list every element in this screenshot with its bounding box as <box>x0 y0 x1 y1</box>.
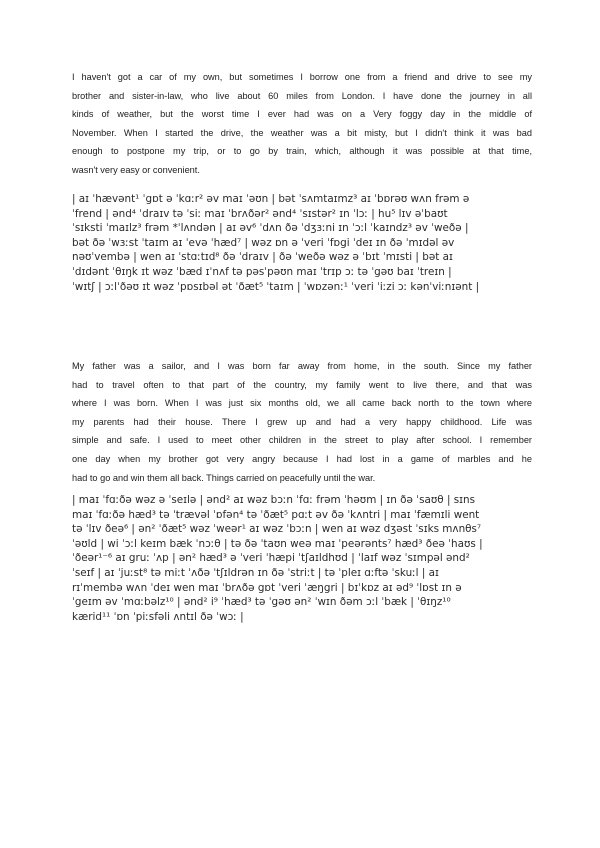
phonetic-line: | aɪ ˈhævənt¹ ˈgɒt ə ˈkɑːr² əv maɪ ˈəʊn | bət ˈsʌmtaɪmz³ aɪ ˈbɒrəʊ wʌn frəm ə <box>72 193 470 205</box>
text-line: brother and sister-in-law, who live about 60 miles from London. I have done the journey in all <box>72 90 532 101</box>
phonetic-line: | maɪ ˈfɑːðə wəz ə ˈseɪlə | ənd² aɪ wəz bɔːn ˈfɑː frəm ˈhəʊm | ɪn ðə ˈsaʊθ | sɪns <box>72 494 476 506</box>
paragraph-journey-text <box>72 68 532 180</box>
phonetic-line: nəʊˈvembə | wen aɪ ˈstɑːtɪd⁸ ðə ˈdraɪv | ðə ˈweðə wəz ə ˈbɪt ˈmɪsti | bət aɪ <box>72 251 453 264</box>
phonetic-line: rɪˈmembə wʌn ˈdeɪ wen maɪ ˈbrʌðə gɒt ˈveri ˈæŋgri | bɪˈkɒz aɪ əd⁹ ˈlɒst ɪn ə <box>72 581 462 594</box>
text-line: November. When I started the drive, the weather was a bit misty, but I didn't think it was bad <box>72 127 532 138</box>
text-line: simple and safe. I used to meet other children in the street to play after school. I remember <box>72 435 532 446</box>
text-line: I haven't got a car of my own, but sometimes I borrow one from a friend and drive to see my <box>72 72 532 82</box>
text-line: had to travel often to that part of the country, my family went to live there, and that was <box>72 379 532 390</box>
phonetic-line: ˈfrend | ənd⁴ ˈdraɪv tə ˈsiː maɪ ˈbrʌðər² ənd⁴ ˈsɪstər² ɪn ˈlɔː | hu⁵ lɪv əˈbaʊt <box>72 207 448 220</box>
text-line: my parents had their house. There I grew up and had a very happy childhood. Life was <box>72 416 532 427</box>
phonetic-line: ˈsɪksti ˈmaɪlz³ frəm *ˈlʌndən | aɪ əv⁶ ˈdʌn ðə ˈdʒɜːni ɪn ˈɔːl ˈkaɪndz³ əv ˈweðə | <box>72 222 469 235</box>
text-line: wasn't very easy or convenient. <box>72 164 200 175</box>
text-line: one day when my brother got very angry because I had lost in a game of marbles and he <box>72 453 532 464</box>
phonetic-transcription-childhood <box>72 493 534 624</box>
phonetic-line: kærid¹¹ ˈɒn ˈpiːsfəli ʌntɪl ðə ˈwɔː | <box>72 610 244 623</box>
phonetic-line: ˈəʊld | wi ˈɔːl keɪm bæk ˈnɔːθ | tə ðə ˈtaʊn weə maɪ ˈpeərənts⁷ hæd³ ðeə ˈhaʊs | <box>72 537 483 550</box>
phonetic-line: ˈðeər¹⁻⁶ aɪ gruː ˈʌp | ən² hæd³ ə ˈveri ˈhæpi ˈtʃaɪldhʊd | ˈlaɪf wəz ˈsɪmpəl ənd² <box>72 552 470 565</box>
text-line: had to go and win them all back. Things carried on peacefully until the war. <box>72 472 376 483</box>
phonetic-line: tə ˈlɪv ðeə⁶ | ən² ˈðæt⁵ wəz ˈweər¹ aɪ wəz ˈbɔːn | wen aɪ wəz dʒəst ˈsɪks mʌnθs⁷ <box>72 523 482 536</box>
text-line: kinds of weather, but the worst time I ever had was on a Very foggy day in the middle of <box>72 109 532 120</box>
paragraph-childhood-text <box>72 357 532 487</box>
text-line: where I was born. When I was just six months old, we all came back north to the town where <box>72 398 532 409</box>
phonetic-line: ˈwɪtʃ | ɔːlˈðəʊ ɪt wəz ˈpɒsɪbəl ət ˈðæt⁵ ˈtaɪm | ˈwɒzənː¹ ˈveri ˈiːzi ɔː kənˈviːnɪənt | <box>72 280 480 293</box>
phonetic-line: ˈseɪf | aɪ ˈjuːst⁸ tə miːt ˈʌðə ˈtʃɪldrən ɪn ðə ˈstriːt | tə ˈpleɪ ɑːftə ˈskuːl | aɪ <box>72 566 439 579</box>
text-line: enough to postpone my trip, or to go by train, which, although it was possible at that time, <box>72 146 532 157</box>
phonetic-transcription-journey <box>72 192 534 294</box>
phonetic-line: ˈgeɪm əv ˈmɑːbəlz¹⁰ | ənd² i⁹ ˈhæd³ tə ˈgəʊ ən² ˈwɪn ðəm ɔːl ˈbæk | ˈθɪŋz¹⁰ <box>72 596 451 609</box>
phonetic-line: bət ðə ˈwɜːst ˈtaɪm aɪ ˈevə ˈhæd⁷ | wəz ɒn ə ˈveri ˈfɒgi ˈdeɪ ɪn ðə ˈmɪdəl əv <box>72 236 455 249</box>
text-line: My father was a sailor, and I was born far away from home, in the south. Since my father <box>72 361 532 371</box>
phonetic-line: maɪ ˈfɑːðə hæd³ tə ˈtrævəl ˈɒfən⁴ tə ˈðæt⁵ pɑːt əv ðə ˈkʌntri | maɪ ˈfæmɪli went <box>72 508 480 521</box>
phonetic-line: ˈdɪdənt ˈθɪŋk ɪt wəz ˈbæd ɪˈnʌf tə pəsˈpəʊn maɪ ˈtrɪp ɔː tə ˈgəʊ baɪ ˈtreɪn | <box>72 265 452 278</box>
